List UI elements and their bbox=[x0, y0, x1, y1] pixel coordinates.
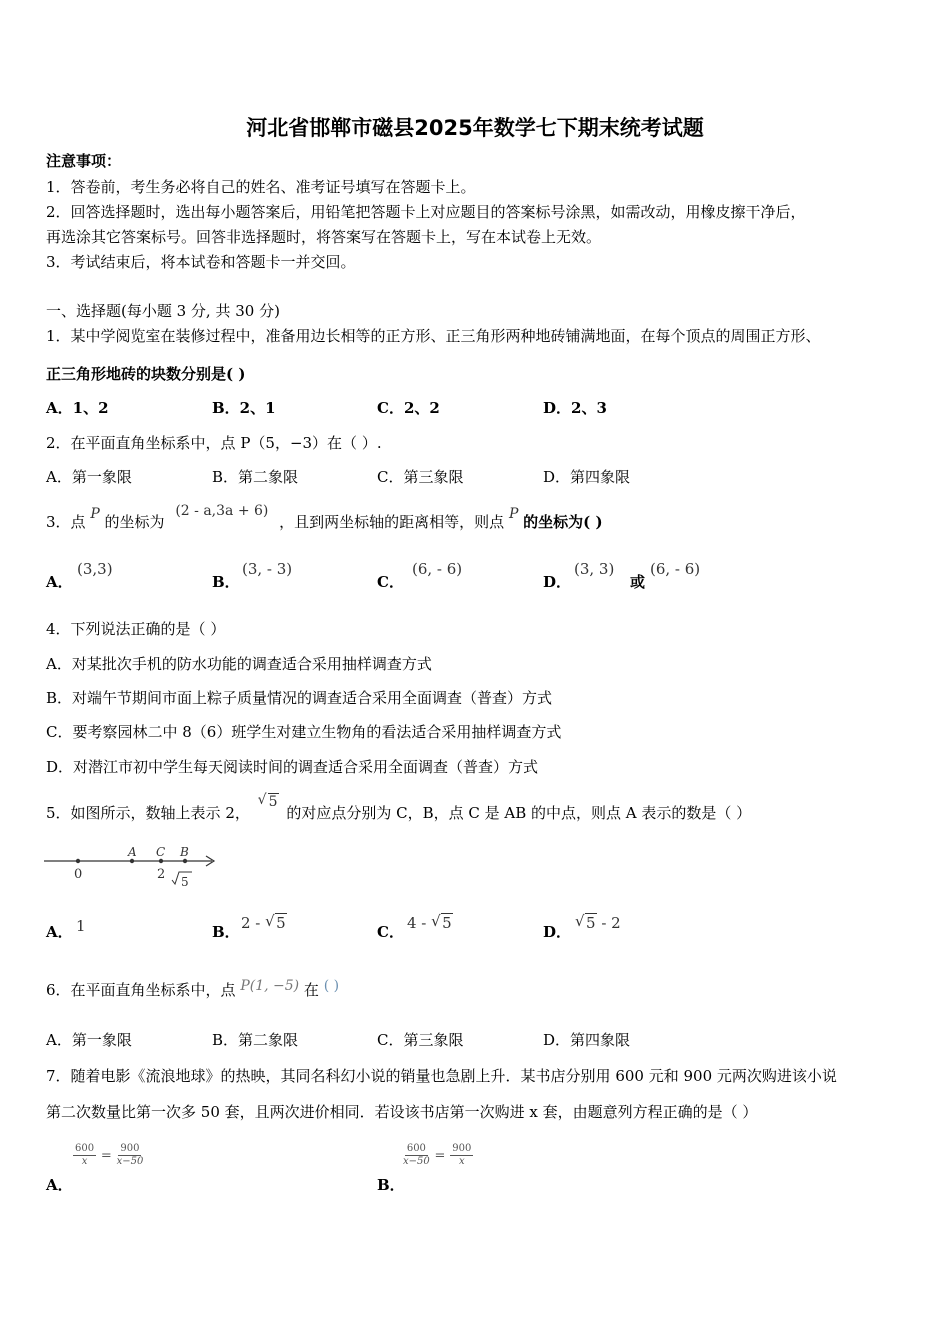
q3-coordinate: (2 - a,3a + 6) bbox=[175, 503, 269, 519]
q4-option-a: A．对某批次手机的防水功能的调查适合采用抽样调查方式 bbox=[46, 655, 432, 673]
q2-option-a: A．第一象限 bbox=[46, 468, 132, 486]
q1-stem-line1: 1．某中学阅览室在装修过程中，准备用边长相等的正方形、正三角形两种地砖铺满地面，在每个顶点的周围正方形、 bbox=[46, 327, 821, 345]
q2-stem: 2．在平面直角坐标系中，点 P（5，−3）在（ ）. bbox=[46, 434, 382, 452]
q5-option-c-label: C． bbox=[377, 923, 404, 941]
q6-stem bbox=[46, 980, 339, 1001]
notes-heading: 注意事项： bbox=[46, 152, 122, 170]
q3-option-d-or: 或 bbox=[630, 573, 646, 591]
q6-stem-part2: 在 bbox=[303, 981, 319, 999]
q3-stem-part2: 的坐标为 bbox=[104, 513, 165, 531]
q1-option-d: D．2、3 bbox=[543, 399, 607, 417]
q3-option-b-label: B． bbox=[212, 573, 240, 591]
point-a bbox=[130, 859, 134, 863]
q3-option-a-label: A． bbox=[46, 573, 73, 591]
q5-option-b-label: B． bbox=[212, 923, 240, 941]
q7-option-b-label: B． bbox=[377, 1176, 405, 1194]
q4-stem: 4．下列说法正确的是（ ） bbox=[46, 620, 226, 638]
q6-option-d: D．第四象限 bbox=[543, 1031, 631, 1049]
q5-option-a-label: A． bbox=[46, 923, 73, 941]
label-five: 5 bbox=[181, 875, 189, 889]
label-c: C bbox=[156, 845, 166, 859]
page-title: 河北省邯郸市磁县2025年数学七下期末统考试题 bbox=[246, 116, 704, 140]
q6-option-a: A．第一象限 bbox=[46, 1031, 132, 1049]
q1-stem-line2: 正三角形地砖的块数分别是( ) bbox=[46, 365, 246, 383]
q4-option-b: B．对端午节期间市面上粽子质量情况的调查适合采用全面调查（普查）方式 bbox=[46, 689, 553, 707]
q7-option-a-label: A． bbox=[46, 1176, 73, 1194]
q6-option-c: C．第三象限 bbox=[377, 1031, 464, 1049]
q5-option-a-value: 1 bbox=[76, 917, 86, 935]
q4-option-d: D．对潜江市初中学生每天阅读时间的调查适合采用全面调查（普查）方式 bbox=[46, 758, 539, 776]
notes-item-3: 3．考试结束后，将本试卷和答题卡一并交回。 bbox=[46, 253, 356, 271]
point-b bbox=[183, 859, 187, 863]
q3-option-d-value2: (6, - 6) bbox=[650, 560, 701, 578]
number-line-figure bbox=[44, 844, 219, 890]
q5-option-c-value: 4 - √ 5 bbox=[407, 912, 452, 932]
q5-stem-part1: 5．如图所示，数轴上表示 2， bbox=[46, 804, 250, 822]
q3-option-d-label: D． bbox=[543, 573, 572, 591]
q3-option-b-value: (3, - 3) bbox=[242, 560, 293, 578]
q7-stem-line1: 7．随着电影《流浪地球》的热映，其同名科幻小说的销量也急剧上升．某书店分别用 600 元和 900 元两次购进该小说 bbox=[46, 1067, 837, 1085]
q1-option-b: B．2、1 bbox=[212, 399, 276, 417]
notes-item-2b: 再选涂其它答案标号。回答非选择题时，将答案写在答题卡上，写在本试卷上无效。 bbox=[46, 228, 602, 246]
point-c bbox=[159, 859, 163, 863]
q3-stem bbox=[46, 503, 603, 533]
q6-point: P(1, −5) bbox=[240, 978, 300, 994]
q3-option-c-value: (6, - 6) bbox=[412, 560, 463, 578]
label-zero: 0 bbox=[74, 867, 83, 882]
notes-item-2a: 2．回答选择题时，选出每小题答案后，用铅笔把答题卡上对应题目的答案标号涂黑，如需改动，用橡皮擦干净后， bbox=[46, 203, 806, 221]
q7-option-b-equation: $\frac{600}{x-50}$ = $\frac{900}{x}$ bbox=[403, 1143, 472, 1167]
notes-item-1: 1．答卷前，考生务必将自己的姓名、准考证号填写在答题卡上。 bbox=[46, 178, 476, 196]
point-zero bbox=[76, 859, 80, 863]
q5-option-d-label: D． bbox=[543, 923, 572, 941]
q3-stem-part3: ，且到两坐标轴的距离相等，则点 bbox=[279, 513, 505, 531]
q4-option-c: C．要考察园林二中 8（6）班学生对建立生物角的看法适合采用抽样调查方式 bbox=[46, 723, 562, 741]
q1-option-c: C．2、2 bbox=[377, 399, 440, 417]
q7-option-a-equation: $\frac{600}{x}$ = $\frac{900}{x-50}$ bbox=[75, 1143, 144, 1167]
q3-stem-part4: 的坐标为( ) bbox=[523, 513, 603, 531]
q5-option-d-value: √ 5 - 2 bbox=[575, 912, 621, 932]
label-two: 2 bbox=[157, 867, 166, 882]
label-b: B bbox=[180, 845, 189, 859]
q7-stem-line2: 第二次数量比第一次多 50 套，且两次进价相同．若设该书店第一次购进 x 套，由题意列方程正确的是（ ） bbox=[46, 1103, 758, 1121]
q3-option-d-value1: (3, 3) bbox=[574, 560, 615, 578]
q1-option-a: A．1、2 bbox=[46, 399, 109, 417]
q6-paren: ( ) bbox=[323, 978, 340, 994]
q5-stem-part2: 的对应点分别为 C，B，点 C 是 AB 的中点，则点 A 表示的数是（ ） bbox=[286, 804, 752, 822]
q2-option-b: B．第二象限 bbox=[212, 468, 299, 486]
q6-option-b: B．第二象限 bbox=[212, 1031, 299, 1049]
q5-sqrt5: √ 5 bbox=[257, 792, 278, 810]
q5-option-b-value: 2 - √ 5 bbox=[241, 912, 286, 932]
section-heading: 一、选择题(每小题 3 分, 共 30 分) bbox=[46, 302, 280, 320]
q3-point-p: P bbox=[90, 506, 100, 522]
q3-option-c-label: C． bbox=[377, 573, 404, 591]
q2-option-c: C．第三象限 bbox=[377, 468, 464, 486]
q2-option-d: D．第四象限 bbox=[543, 468, 631, 486]
q3-stem-part1: 3．点 bbox=[46, 513, 86, 531]
q3-point-p-2: P bbox=[508, 506, 519, 522]
q3-option-a-value: (3,3) bbox=[77, 560, 113, 578]
label-a: A bbox=[128, 845, 137, 859]
q5-stem bbox=[46, 792, 752, 824]
q6-stem-part1: 6．在平面直角坐标系中，点 bbox=[46, 981, 236, 999]
